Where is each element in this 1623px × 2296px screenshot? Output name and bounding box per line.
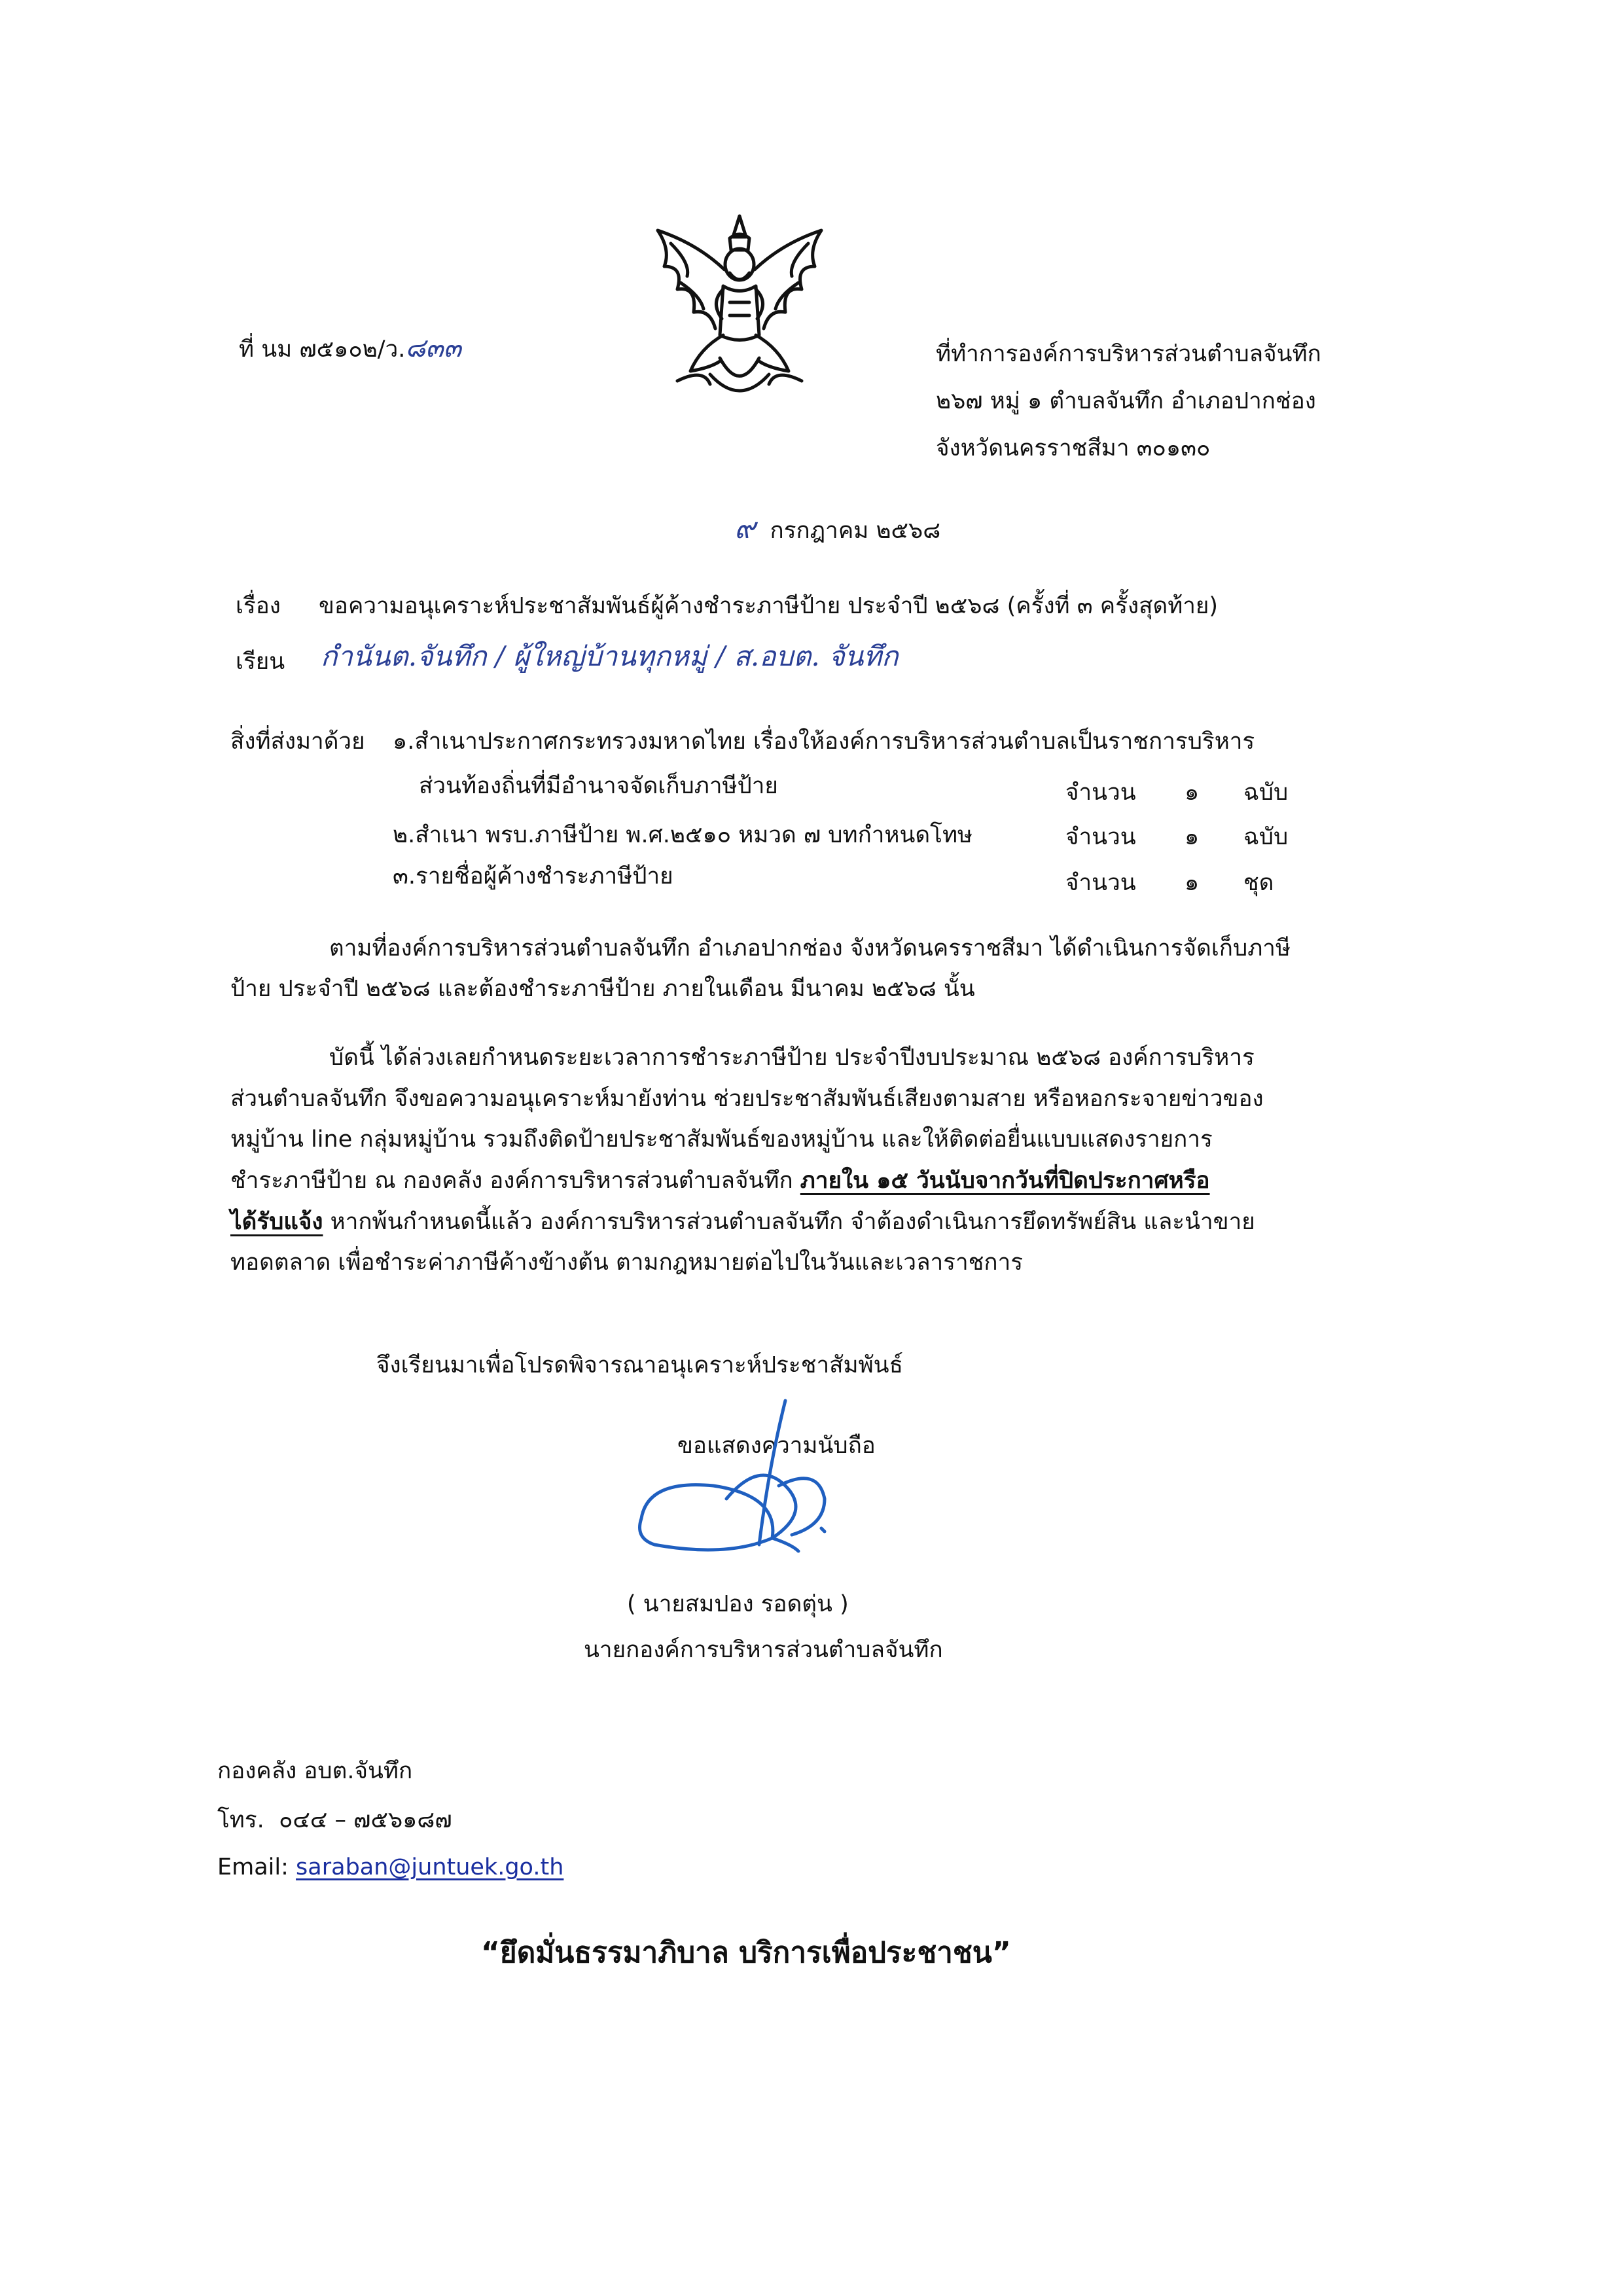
email-link[interactable]: saraban@juntuek.go.th (296, 1854, 564, 1880)
paragraph-line (230, 1167, 1210, 1194)
reference-label: ที่ นม ๗๕๑๐๒/ว. (239, 336, 406, 363)
enclosure-qty-unit: ฉบับ (1243, 824, 1289, 850)
contact-department: กองคลัง อบต.จันทึก (217, 1758, 413, 1784)
paragraph-line: ทอดตลาด เพื่อชำระค่าภาษีค้างข้างต้น ตามกฎหมายต่อไปในวันและเวลาราชการ (230, 1249, 1024, 1276)
enclosure-item-2: ๒.สำเนา พรบ.ภาษีป้าย พ.ศ.๒๕๑๐ หมวด ๗ บทกำหนดโทษ (393, 822, 973, 848)
garuda-emblem (638, 204, 841, 414)
paragraph-text: หากพ้นกำหนดนี้แล้ว องค์การบริหารส่วนตำบลจันทึก จำต้องดำเนินการยึดทรัพย์สิน และนำขาย (323, 1209, 1255, 1235)
reference-number (239, 332, 461, 364)
enclosure-item-3: ๓.รายชื่อผู้ค้างชำระภาษีป้าย (393, 863, 673, 889)
paragraph-line: บัดนี้ ได้ล่วงเลยกำหนดระยะเวลาการชำระภาษีป้าย ประจำปีงบประมาณ ๒๕๖๘ องค์การบริหาร (329, 1045, 1255, 1071)
paragraph-text: ชำระภาษีป้าย ณ กองคลัง องค์การบริหารส่วนตำบลจันทึก (230, 1168, 800, 1194)
enclosure-qty-label: จำนวน (1065, 870, 1136, 896)
phone-number: ๐๔๔ – ๗๕๖๑๘๗ (279, 1807, 452, 1833)
paragraph-line: ตามที่องค์การบริหารส่วนตำบลจันทึก อำเภอปากช่อง จังหวัดนครราชสีมา ได้ดำเนินการจัดเก็บภาษี (329, 935, 1291, 961)
phone-label: โทร. (217, 1807, 264, 1833)
motto: “ยึดมั่นธรรมาภิบาล บริการเพื่อประชาชน” (481, 1936, 1011, 1969)
closing-request: จึงเรียนมาเพื่อโปรดพิจารณาอนุเคราะห์ประชาสัมพันธ์ (376, 1352, 903, 1378)
paragraph-line (230, 1208, 1255, 1236)
recipient-handwritten: กำนันต.จันทึก / ผู้ใหญ่บ้านทุกหมู่ / ส.อบต. จันทึก (321, 640, 899, 672)
address-line: ที่ทำการองค์การบริหารส่วนตำบลจันทึก (936, 341, 1321, 367)
closing-regards: ขอแสดงความนับถือ (677, 1433, 876, 1459)
enclosure-qty-number: ๑ (1185, 824, 1200, 850)
contact-email (217, 1854, 563, 1881)
signatory-name: ( นายสมปอง รอดตุ่น ) (627, 1591, 849, 1617)
enclosure-qty-number: ๑ (1185, 780, 1200, 806)
paragraph-line: ป้าย ประจำปี ๒๕๖๘ และต้องชำระภาษีป้าย ภายในเดือน มีนาคม ๒๕๖๘ นั้น (230, 976, 975, 1002)
enclosure-qty-unit: ฉบับ (1243, 780, 1289, 806)
recipient-label: เรียน (236, 649, 285, 675)
document-date (734, 512, 940, 547)
enclosure-item-1-line-2: ส่วนท้องถิ่นที่มีอำนาจจัดเก็บภาษีป้าย (419, 773, 778, 799)
enclosure-qty-label: จำนวน (1065, 824, 1136, 850)
paragraph-line: หมู่บ้าน line กลุ่มหมู่บ้าน รวมถึงติดป้ายประชาสัมพันธ์ของหมู่บ้าน และให้ติดต่อยื่นแบบแสดงรายการ (230, 1126, 1213, 1153)
enclosure-item-1-line-1: ๑.สำเนาประกาศกระทรวงมหาดไทย เรื่องให้องค์การบริหารส่วนตำบลเป็นราชการบริหาร (393, 728, 1255, 755)
signature (628, 1388, 903, 1584)
subject-text: ขอความอนุเคราะห์ประชาสัมพันธ์ผู้ค้างชำระภาษีป้าย ประจำปี ๒๕๖๘ (ครั้งที่ ๓ ครั้งสุดท้าย) (319, 593, 1219, 619)
deadline-emphasis: ภายใน ๑๕ วันนับจากวันที่ปิดประกาศหรือ (800, 1168, 1210, 1194)
enclosure-qty-number: ๑ (1185, 870, 1200, 896)
reference-handwritten-number: ๘๓๓ (405, 333, 461, 363)
address-line: ๒๖๗ หมู่ ๑ ตำบลจันทึก อำเภอปากช่อง (936, 388, 1316, 414)
email-label: Email: (217, 1854, 289, 1880)
address-line: จังหวัดนครราชสีมา ๓๐๑๓๐ (936, 435, 1211, 461)
date-month-year: กรกฎาคม ๒๕๖๘ (770, 518, 941, 544)
subject-label: เรื่อง (236, 593, 281, 619)
deadline-emphasis: ได้รับแจ้ง (230, 1209, 323, 1235)
signatory-position: นายกองค์การบริหารส่วนตำบลจันทึก (584, 1637, 943, 1663)
enclosures-label: สิ่งที่ส่งมาด้วย (230, 728, 365, 755)
date-day-handwritten: ๙ (734, 512, 756, 545)
enclosure-qty-unit: ชุด (1243, 870, 1274, 896)
contact-phone (217, 1806, 452, 1834)
enclosure-qty-label: จำนวน (1065, 780, 1136, 806)
paragraph-line: ส่วนตำบลจันทึก จึงขอความอนุเคราะห์มายังท่าน ช่วยประชาสัมพันธ์เสียงตามสาย หรือหอกระจายข่าวของ (230, 1086, 1264, 1112)
